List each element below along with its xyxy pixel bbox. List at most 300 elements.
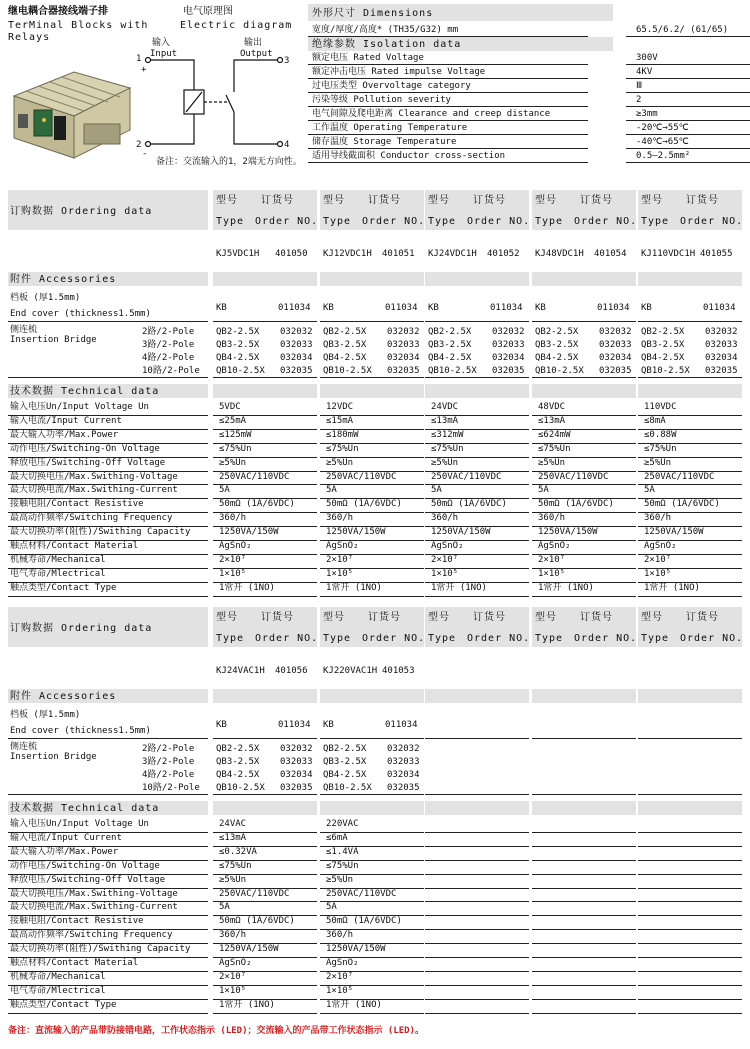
tech-value: 12VDC (326, 402, 354, 412)
bridge-order-no: 032034 (280, 770, 313, 780)
bridge-col-rule (532, 794, 636, 795)
bridge-type: QB3-2.5X (535, 340, 579, 350)
tech-value: ≥5%Un (219, 874, 247, 885)
product-order-no: 401056 (275, 666, 308, 676)
accessories-col-band (532, 689, 636, 703)
tech-col-rule (638, 888, 742, 889)
endcover-col-rule (320, 321, 424, 322)
endcover-col-rule (532, 321, 636, 322)
accessories-col-band (320, 272, 424, 286)
tech-value: 2×10⁷ (326, 554, 354, 565)
order-cn: 订货号 (686, 195, 719, 206)
tech-value: 250VAC/110VDC (431, 471, 502, 482)
terminal-4-label: 4 (284, 140, 290, 150)
tech-row-rule (8, 1013, 208, 1014)
tech-row-label: 释放电压/Switching-Off Voltage (10, 874, 166, 885)
type-en: Type (216, 216, 245, 227)
tech-row-label: 最高动作频率/Switching Frequency (10, 930, 173, 941)
order-en: Order NO. (362, 633, 426, 644)
tech-col-rule (425, 832, 529, 833)
tech-col-rule (532, 915, 636, 916)
tech-value: ≤25mA (219, 415, 247, 426)
spec-rule-value (626, 36, 750, 37)
endcover-order-no: 011034 (278, 720, 311, 730)
bridge-type: QB2-2.5X (216, 744, 260, 754)
tech-col-rule (532, 929, 636, 930)
tech-value: AgSnO₂ (431, 541, 464, 551)
endcover-label-en: End cover (thickness1.5mm) (10, 726, 151, 736)
product-order-no: 401053 (382, 666, 415, 676)
tech-value: 1250VA/150W (431, 527, 491, 538)
type-en: Type (323, 216, 352, 227)
technical-label: 技术数据 Technical data (10, 386, 160, 397)
type-cn: 型号 (535, 195, 557, 206)
product-section-ac (0, 607, 750, 1019)
header-block (0, 0, 305, 180)
bridge-label-en: Insertion Bridge (10, 335, 97, 345)
tech-col-rule (532, 999, 636, 1000)
type-cn: 型号 (428, 612, 450, 623)
tech-value: 48VDC (538, 402, 566, 412)
order-en: Order NO. (255, 216, 319, 227)
terminal-plus-label: + (141, 65, 147, 75)
tech-col-rule (425, 915, 529, 916)
endcover-col-rule (638, 738, 742, 739)
endcover-label-en: End cover (thickness1.5mm) (10, 309, 151, 319)
product-type: KJ12VDC1H (323, 249, 372, 259)
tech-value: 1×10⁵ (538, 568, 566, 579)
accessories-col-band (638, 689, 742, 703)
tech-col-rule (425, 846, 529, 847)
tech-col-rule (320, 596, 424, 597)
tech-value: ≥5%Un (219, 457, 247, 468)
spec-label: 污染等级 Pollution severity (312, 95, 451, 105)
tech-value: ≤75%Un (431, 443, 464, 454)
tech-value: 1250VA/150W (538, 527, 598, 538)
endcover-col-rule (425, 738, 529, 739)
tech-value: 1常开 (1NO) (219, 999, 275, 1010)
tech-col-rule (638, 860, 742, 861)
bridge-order-no: 032033 (492, 340, 525, 350)
tech-col-rule (532, 832, 636, 833)
bridge-type: QB4-2.5X (323, 353, 367, 363)
tech-col-rule (425, 888, 529, 889)
product-order-no: 401052 (487, 249, 520, 259)
spec-rule-value (626, 120, 750, 121)
tech-value: 50mΩ (1A/6VDC) (326, 499, 402, 510)
accessories-label: 附件 Accessories (10, 274, 117, 285)
tech-value: 1250VA/150W (644, 527, 704, 538)
tech-value: 50mΩ (1A/6VDC) (431, 499, 507, 510)
bridge-type: QB2-2.5X (216, 327, 260, 337)
endcover-col-rule (532, 738, 636, 739)
tech-col-rule (532, 971, 636, 972)
tech-value: 1常开 (1NO) (431, 582, 487, 593)
tech-row-label: 动作电压/Switching-On Voltage (10, 860, 160, 871)
order-cn: 订货号 (368, 612, 401, 623)
tech-col-rule (638, 957, 742, 958)
type-en: Type (535, 216, 564, 227)
spec-rule (308, 134, 588, 135)
tech-value: AgSnO₂ (219, 958, 252, 968)
tech-value: 250VAC/110VDC (326, 471, 397, 482)
bridge-type: QB2-2.5X (323, 327, 367, 337)
order-en: Order NO. (574, 633, 638, 644)
tech-value: 2×10⁷ (219, 971, 247, 982)
tech-col-rule (213, 596, 317, 597)
dimensions-header: 外形尺寸 Dimensions (312, 8, 434, 19)
bridge-type: QB4-2.5X (323, 770, 367, 780)
bridge-order-no: 032035 (387, 783, 420, 793)
tech-col-rule (320, 1013, 424, 1014)
type-en: Type (535, 633, 564, 644)
tech-col-rule (425, 957, 529, 958)
tech-value: ≥5%Un (644, 457, 672, 468)
tech-col-rule (638, 985, 742, 986)
spec-rule (308, 162, 588, 163)
endcover-kb: KB (216, 720, 227, 730)
bridge-type: QB10-2.5X (323, 366, 372, 376)
tech-col-rule (425, 929, 529, 930)
endcover-col-rule (213, 738, 317, 739)
tech-col-rule (532, 901, 636, 902)
tech-value: 1常开 (1NO) (538, 582, 594, 593)
tech-value: 50mΩ (1A/6VDC) (219, 916, 295, 927)
tech-row-label: 最高动作频率/Switching Frequency (10, 513, 173, 524)
tech-value: AgSnO₂ (326, 958, 359, 968)
type-cn: 型号 (641, 195, 663, 206)
bridge-col-rule (532, 377, 636, 378)
tech-value: 1×10⁵ (219, 985, 247, 996)
bridge-type: QB4-2.5X (428, 353, 472, 363)
spec-rule-value (626, 134, 750, 135)
tech-col-rule (638, 1013, 742, 1014)
tech-value: 5A (326, 485, 337, 496)
bridge-type: QB10-2.5X (641, 366, 690, 376)
tech-row-label: 触点类型/Contact Type (10, 999, 117, 1010)
tech-col-rule (532, 985, 636, 986)
bridge-type: QB2-2.5X (323, 744, 367, 754)
tech-row-label: 最大输入功率/Max.Power (10, 429, 119, 440)
tech-value: ≤8mA (644, 415, 666, 426)
type-cn: 型号 (323, 612, 345, 623)
order-cn: 订货号 (580, 195, 613, 206)
tech-value: 250VAC/110VDC (644, 471, 715, 482)
tech-value: 1×10⁵ (326, 985, 354, 996)
tech-row-label: 最大切换电压/Max.Swithing-Voltage (10, 888, 178, 899)
bridge-type: QB2-2.5X (428, 327, 472, 337)
technical-col-band (213, 801, 317, 815)
tech-value: 2×10⁷ (644, 554, 672, 565)
bridge-order-no: 032035 (280, 366, 313, 376)
terminal-1-label: 1 (136, 54, 142, 64)
tech-value: ≤75%Un (644, 443, 677, 454)
bridge-order-no: 032032 (492, 327, 525, 337)
technical-col-band (425, 384, 529, 398)
spec-rule-value (626, 78, 750, 79)
spec-value: -40℃→65℃ (636, 137, 689, 147)
tech-col-rule (532, 1013, 636, 1014)
order-cn: 订货号 (261, 195, 294, 206)
terminal-3-label: 3 (284, 56, 290, 66)
endcover-order-no: 011034 (490, 303, 523, 313)
tech-col-rule (532, 860, 636, 861)
bridge-order-no: 032034 (280, 353, 313, 363)
spec-value: 65.5/6.2/ (61/65) (636, 25, 729, 35)
spec-value: -20℃→55℃ (636, 123, 689, 133)
type-en: Type (323, 633, 352, 644)
spec-rule (308, 64, 588, 65)
type-en: Type (428, 633, 457, 644)
tech-row-label: 输入电压Un/Input Voltage Un (10, 402, 149, 412)
bridge-order-no: 032034 (599, 353, 632, 363)
bridge-type: QB2-2.5X (535, 327, 579, 337)
diagram-note: 备注：交流输入的1，2端无方向性。 (156, 157, 302, 167)
pole-label: 4路/2-Pole (142, 770, 195, 780)
tech-col-rule (638, 915, 742, 916)
bridge-col-rule (638, 377, 742, 378)
tech-col-rule (425, 943, 529, 944)
tech-col-rule (638, 832, 742, 833)
order-cn: 订货号 (473, 195, 506, 206)
pole-label: 4路/2-Pole (142, 353, 195, 363)
bridge-order-no: 032032 (705, 327, 738, 337)
bridge-order-no: 032032 (387, 744, 420, 754)
accessories-col-band (320, 689, 424, 703)
bridge-order-no: 032034 (492, 353, 525, 363)
spec-value: 4KV (636, 67, 653, 77)
product-order-no: 401055 (700, 249, 733, 259)
tech-value: ≥5%Un (431, 457, 459, 468)
accessories-col-band (638, 272, 742, 286)
tech-value: AgSnO₂ (219, 541, 252, 551)
type-en: Type (641, 216, 670, 227)
endcover-label-cn: 档板 (厚1.5mm) (10, 293, 81, 303)
type-en: Type (428, 216, 457, 227)
tech-col-rule (425, 985, 529, 986)
bridge-type: QB3-2.5X (641, 340, 685, 350)
tech-value: 2×10⁷ (219, 554, 247, 565)
accessories-col-band (425, 272, 529, 286)
order-en: Order NO. (680, 633, 744, 644)
product-type: KJ24VAC1H (216, 666, 265, 676)
tech-row-label: 最大输入功率/Max.Power (10, 846, 119, 857)
bridge-order-no: 032032 (280, 327, 313, 337)
tech-value: 50mΩ (1A/6VDC) (219, 499, 295, 510)
tech-value: 360/h (219, 930, 247, 941)
order-cn: 订货号 (580, 612, 613, 623)
type-en: Type (641, 633, 670, 644)
technical-col-band (320, 801, 424, 815)
footnote: 备注：直流输入的产品带防接错电路，工作状态指示 (LED)；交流输入的产品带工作状态指示 (LED)。 (8, 1026, 425, 1036)
technical-label: 技术数据 Technical data (10, 803, 160, 814)
product-section-dc (0, 190, 750, 600)
endcover-order-no: 011034 (278, 303, 311, 313)
tech-col-rule (532, 888, 636, 889)
tech-row-label: 电气寿命/Mlectrical (10, 568, 106, 579)
tech-col-rule (425, 901, 529, 902)
tech-value: 2×10⁷ (431, 554, 459, 565)
product-order-no: 401050 (275, 249, 308, 259)
tech-value: 5VDC (219, 402, 241, 412)
tech-value: 2×10⁷ (326, 971, 354, 982)
tech-row-label: 输入电流/Input Current (10, 415, 122, 426)
tech-row-label: 机械寿命/Mechanical (10, 554, 106, 565)
bridge-order-no: 032035 (492, 366, 525, 376)
product-type: KJ220VAC1H (323, 666, 378, 676)
product-type: KJ110VDC1H (641, 249, 696, 259)
spec-label: 过电压类型 Overvoltage category (312, 81, 471, 91)
input-label-cn: 输入 (152, 38, 171, 48)
tech-value: 250VAC/110VDC (219, 888, 290, 899)
spec-rule-value (626, 148, 750, 149)
tech-row-label: 动作电压/Switching-On Voltage (10, 443, 160, 454)
tech-col-rule (532, 957, 636, 958)
tech-row-label: 接触电阻/Contact Resistive (10, 916, 144, 927)
type-cn: 型号 (535, 612, 557, 623)
endcover-kb: KB (535, 303, 546, 313)
product-title-en-line2: Relays (8, 32, 51, 43)
input-label-en: Input (150, 49, 178, 59)
bridge-order-no: 032033 (705, 340, 738, 350)
spec-rule (308, 78, 588, 79)
product-title-cn: 继电耦合器接线端子排 (8, 6, 108, 17)
bridge-type: QB3-2.5X (216, 757, 260, 767)
bridge-type: QB10-2.5X (428, 366, 477, 376)
tech-row-label: 最大切换电流/Max.Swithing-Current (10, 485, 178, 496)
endcover-kb: KB (641, 303, 652, 313)
spec-label: 电气间隙及爬电距离 Clearance and creep distance (312, 109, 551, 119)
product-title-en-line1: TerMinal Blocks with (8, 20, 149, 31)
ordering-label: 订购数据 Ordering data (10, 623, 153, 634)
technical-col-band (638, 801, 742, 815)
tech-col-rule (425, 971, 529, 972)
tech-col-rule (638, 846, 742, 847)
tech-value: ≥5%Un (326, 457, 354, 468)
pole-label: 3路/2-Pole (142, 340, 195, 350)
output-label-en: Output (240, 49, 273, 59)
bridge-order-no: 032034 (387, 353, 420, 363)
order-en: Order NO. (467, 633, 531, 644)
product-order-no: 401054 (594, 249, 627, 259)
tech-value: 50mΩ (1A/6VDC) (644, 499, 720, 510)
spec-rule-value (626, 64, 750, 65)
tech-col-rule (425, 874, 529, 875)
endcover-kb: KB (323, 303, 334, 313)
type-cn: 型号 (216, 612, 238, 623)
tech-value: 1250VA/150W (219, 527, 279, 538)
tech-value: 360/h (538, 513, 566, 524)
bridge-order-no: 032035 (280, 783, 313, 793)
tech-value: 1250VA/150W (326, 944, 386, 955)
tech-col-rule (532, 943, 636, 944)
spec-value: Ⅲ (636, 81, 643, 91)
tech-row-label: 最大切换功率(阻性)/Swithing Capacity (10, 527, 191, 538)
pole-label: 3路/2-Pole (142, 757, 195, 767)
pole-label: 2路/2-Pole (142, 327, 195, 337)
tech-value: ≤312mW (431, 429, 464, 440)
product-type: KJ48VDC1H (535, 249, 584, 259)
tech-value: 24VAC (219, 819, 247, 829)
spec-rule (308, 92, 588, 93)
bridge-col-rule (320, 794, 424, 795)
tech-value: ≤75%Un (219, 443, 252, 454)
tech-col-rule (638, 596, 742, 597)
tech-value: 24VDC (431, 402, 459, 412)
tech-value: ≤13mA (219, 832, 247, 843)
tech-row-label: 输入电压Un/Input Voltage Un (10, 819, 149, 829)
bridge-col-rule (213, 794, 317, 795)
tech-row-label: 最大切换功率(阻性)/Swithing Capacity (10, 944, 191, 955)
tech-value: 5A (219, 902, 230, 913)
tech-col-rule (425, 1013, 529, 1014)
bridge-type: QB4-2.5X (216, 770, 260, 780)
bridge-order-no: 032033 (280, 340, 313, 350)
tech-col-rule (425, 596, 529, 597)
tech-value: 50mΩ (1A/6VDC) (538, 499, 614, 510)
bridge-order-no: 032035 (387, 366, 420, 376)
tech-value: 220VAC (326, 819, 359, 829)
bridge-label-cn: 侧连梳 (10, 325, 38, 335)
tech-value: ≤75%Un (538, 443, 571, 454)
type-cn: 型号 (641, 612, 663, 623)
bridge-type: QB2-2.5X (641, 327, 685, 337)
bridge-rule (8, 794, 208, 795)
tech-value: ≤0.88W (644, 429, 677, 440)
pole-label: 10路/2-Pole (142, 366, 200, 376)
endcover-label-cn: 档板 (厚1.5mm) (10, 710, 81, 720)
order-cn: 订货号 (368, 195, 401, 206)
spec-rule (308, 106, 588, 107)
technical-col-band (425, 801, 529, 815)
tech-col-rule (638, 943, 742, 944)
bridge-type: QB3-2.5X (216, 340, 260, 350)
spec-label: 额定电压 Rated Voltage (312, 53, 424, 63)
tech-value: 250VAC/110VDC (219, 471, 290, 482)
tech-value: ≤75%Un (219, 860, 252, 871)
type-en: Type (216, 633, 245, 644)
endcover-kb: KB (323, 720, 334, 730)
tech-value: 1常开 (1NO) (326, 582, 382, 593)
accessories-col-band (532, 272, 636, 286)
tech-value: 5A (326, 902, 337, 913)
order-cn: 订货号 (473, 612, 506, 623)
bridge-order-no: 032034 (387, 770, 420, 780)
tech-col-rule (425, 999, 529, 1000)
endcover-col-rule (425, 321, 529, 322)
spec-label: 工作温度 Operating Temperature (312, 123, 468, 133)
tech-col-rule (638, 999, 742, 1000)
tech-col-rule (532, 874, 636, 875)
endcover-order-no: 011034 (385, 720, 418, 730)
spec-value: ≥3mm (636, 109, 658, 119)
spec-rule-value (626, 92, 750, 93)
accessories-col-band (425, 689, 529, 703)
tech-col-rule (638, 929, 742, 930)
order-en: Order NO. (362, 216, 426, 227)
pole-label: 2路/2-Pole (142, 744, 195, 754)
bridge-type: QB10-2.5X (323, 783, 372, 793)
tech-value: ≤75%Un (326, 860, 359, 871)
relay-terminal-photo (4, 58, 132, 160)
pole-label: 10路/2-Pole (142, 783, 200, 793)
order-cn: 订货号 (261, 612, 294, 623)
endcover-col-rule (213, 321, 317, 322)
type-cn: 型号 (428, 195, 450, 206)
tech-row-label: 输入电流/Input Current (10, 832, 122, 843)
tech-col-rule (425, 860, 529, 861)
tech-value: ≥5%Un (538, 457, 566, 468)
